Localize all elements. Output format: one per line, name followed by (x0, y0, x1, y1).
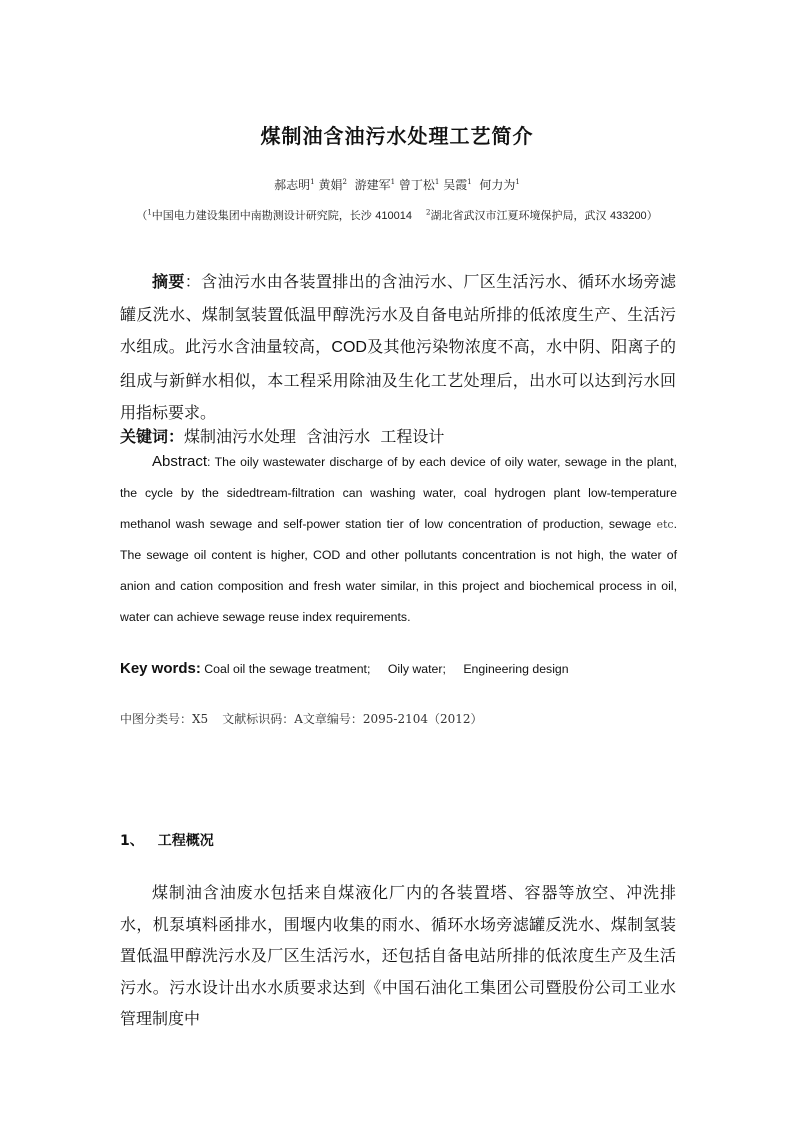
author: 曾丁松$^1$ (398, 178, 440, 192)
section-paragraph: 煤制油含油废水包括来自煤液化厂内的各装置塔、容器等放空、冲洗排水，机泵填料函排水，围堰内收集的雨水、循环水场旁滤罐反洗水、煤制氢装置低温甲醇洗污水及厂区生活污水，还包括自备电站所排的低浓度生产及生活污水。污水设计出水水质要求达到《中国石油化工集团公司暨股份公司工业水管理制度中 (120, 883, 676, 1028)
keyword-item: Oily water; (387, 662, 446, 676)
abstract-english: Abstract: The oily wastewater discharge of by each device of oily water, sewage in the plant, the cycle by the sidedtream-filtration can washing water, coal hydrogen plant low-temperature methanol wash sewage and self-power station tier of low concentration of production, sewage etc. The sewage oil content is higher, COD and other pollutants concentration is not high, the water of anion and cation composition and fresh water similar, in this project and biochemical process in oil, water can achieve sewage reuse index requirements. (120, 453, 677, 624)
keyword-item: Coal oil the sewage treatment; (204, 662, 371, 676)
affiliation-line: （$^1$中国电力建设集团中南勘测设计研究院，长沙 410014 $^2$湖北省武汉市江夏环境保护局，武汉 433200） (136, 208, 658, 222)
keyword-item: Engineering design (463, 662, 569, 676)
classification-line (120, 710, 680, 727)
section-heading (120, 830, 214, 850)
keywords-chinese (120, 424, 676, 447)
keywords-en-label: Key words: (120, 660, 201, 677)
author: 吴霞$^1$ (443, 178, 472, 192)
author-list (0, 176, 794, 193)
author: 郝志明$^1$ (274, 178, 315, 192)
section-number: 1、 (120, 833, 144, 849)
abstract-chinese: 摘要：含油污水由各装置排出的含油污水、厂区生活污水、循环水场旁滤罐反洗水、煤制氢装置低温甲醇洗污水及自备电站所排的低浓度生产、生活污水组成。此污水含油量较高，COD及其他污染物浓度不高，水中阴、阳离子的组成与新鲜水相似，本工程采用除油及生化工艺处理后，出水可以达到污水回用指标要求。 (120, 272, 676, 422)
abstract-label: 摘要 (152, 272, 185, 291)
clc-number: 中图分类号：X5 (120, 712, 209, 726)
affiliation-zip-2: 433200 (609, 210, 647, 222)
author: 游建军$^1$ (354, 178, 396, 192)
affiliation-org-2: 湖北省武汉市江夏环境保护局，武汉 (430, 209, 607, 222)
article-number: 文章编号：2095-2104（2012） (302, 712, 483, 726)
document-code: 文献标识码：A (222, 712, 303, 726)
author: 何力为$^1$ (479, 178, 520, 192)
keywords-text: 煤制油污水处理 含油污水 工程设计 (184, 427, 445, 446)
abstract-en-label: Abstract (152, 453, 208, 470)
affiliation-org-1: 中国电力建设集团中南勘测设计研究院，长沙 (151, 209, 372, 222)
author: 黄娟$^2$ (318, 178, 347, 192)
paper-title: 煤制油含油污水处理工艺简介 (260, 124, 534, 148)
affiliation-zip-1: 410014 (375, 210, 412, 222)
section-title: 工程概况 (157, 833, 214, 849)
keywords-label: 关键词： (120, 427, 185, 446)
keywords-english (120, 660, 680, 677)
